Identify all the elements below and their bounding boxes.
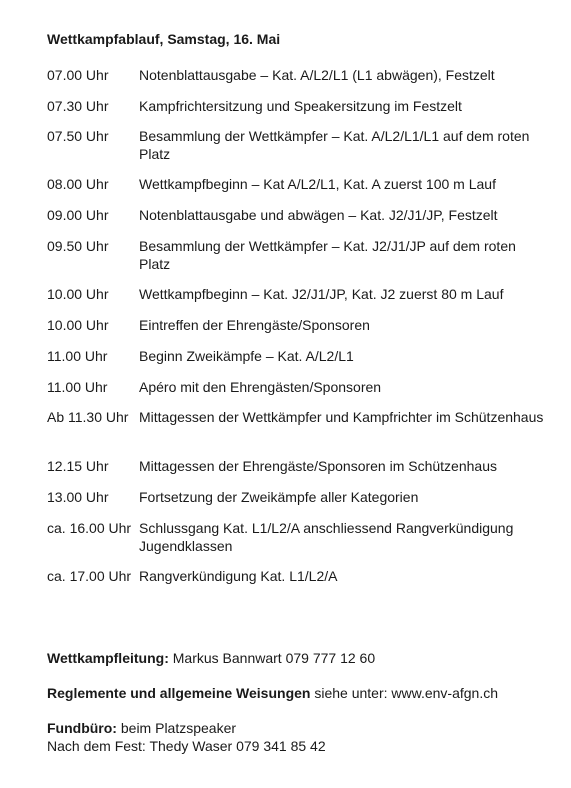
schedule-time: 11.00 Uhr <box>47 348 108 364</box>
nach-fest-line: Nach dem Fest: Thedy Waser 079 341 85 42 <box>47 738 326 754</box>
schedule-row <box>47 316 547 334</box>
schedule-description: Kampfrichtersitzung und Speakersitzung im Festzelt <box>139 98 462 114</box>
schedule-time: 07.50 Uhr <box>47 128 109 144</box>
schedule-time: 09.50 Uhr <box>47 238 109 254</box>
schedule-row <box>47 97 547 115</box>
document-page <box>47 30 547 754</box>
schedule-row <box>47 519 547 555</box>
fundbuero-block <box>47 719 547 755</box>
fundbuero-line <box>47 719 547 737</box>
schedule-description: Mittagessen der Ehrengäste/Sponsoren im Schützenhaus <box>139 458 497 474</box>
schedule-time: 12.15 Uhr <box>47 458 109 474</box>
schedule-row <box>47 206 547 224</box>
schedule-description: Eintreffen der Ehrengäste/Sponsoren <box>139 317 370 333</box>
schedule-row <box>47 175 547 193</box>
schedule-row <box>47 285 547 303</box>
reglemente-line <box>47 684 547 702</box>
schedule-description: Rangverkündigung Kat. L1/L2/A <box>139 568 338 584</box>
schedule-row <box>47 457 547 475</box>
schedule-row <box>47 66 547 84</box>
schedule-description: Notenblattausgabe – Kat. A/L2/L1 (L1 abwägen), Festzelt <box>139 67 495 83</box>
schedule-description: Notenblattausgabe und abwägen – Kat. J2/J1/JP, Festzelt <box>139 207 498 223</box>
reglemente-label: Reglemente und allgemeine Weisungen <box>47 685 311 701</box>
schedule-row <box>47 347 547 365</box>
schedule-description: Fortsetzung der Zweikämpfe aller Kategorien <box>139 489 419 505</box>
schedule-time: 09.00 Uhr <box>47 207 109 223</box>
schedule-row <box>47 567 547 585</box>
schedule-row <box>47 237 547 273</box>
schedule-description: Besammlung der Wettkämpfer – Kat. J2/J1/JP auf dem roten Platz <box>139 238 516 272</box>
schedule-time: 10.00 Uhr <box>47 286 109 302</box>
leitung-line <box>47 649 547 667</box>
schedule-description: Beginn Zweikämpfe – Kat. A/L2/L1 <box>139 348 354 364</box>
schedule-description: Wettkampfbeginn – Kat A/L2/L1, Kat. A zuerst 100 m Lauf <box>139 176 496 192</box>
page-title: Wettkampfablauf, Samstag, 16. Mai <box>47 31 281 47</box>
schedule-time: 11.00 Uhr <box>47 379 108 395</box>
schedule-time: ca. 17.00 Uhr <box>47 568 132 584</box>
schedule-time: ca. 16.00 Uhr <box>47 520 132 536</box>
leitung-value: Markus Bannwart 079 777 12 60 <box>168 650 376 666</box>
schedule-row <box>47 488 547 506</box>
schedule-time: 07.00 Uhr <box>47 67 109 83</box>
reglemente-value: siehe unter: www.env-afgn.ch <box>310 685 499 701</box>
schedule-description: Apéro mit den Ehrengästen/Sponsoren <box>139 379 382 395</box>
leitung-label: Wettkampfleitung: <box>47 650 169 666</box>
fundbuero-label: Fundbüro: <box>47 720 117 736</box>
schedule-row <box>47 408 547 426</box>
fundbuero-value: beim Platzspeaker <box>116 720 237 736</box>
schedule-row <box>47 127 547 163</box>
schedule-description: Mittagessen der Wettkämpfer und Kampfrichter im Schützenhaus <box>139 409 544 425</box>
schedule-description: Wettkampfbeginn – Kat. J2/J1/JP, Kat. J2 zuerst 80 m Lauf <box>139 286 504 302</box>
schedule-description: Schlussgang Kat. L1/L2/A anschliessend Rangverkündigung Jugendklassen <box>139 520 514 554</box>
schedule-time: 13.00 Uhr <box>47 489 109 505</box>
schedule-time: 10.00 Uhr <box>47 317 109 333</box>
schedule-time: Ab 11.30 Uhr <box>47 409 129 425</box>
schedule-time: 08.00 Uhr <box>47 176 109 192</box>
schedule-description: Besammlung der Wettkämpfer – Kat. A/L2/L1/L1 auf dem roten Platz <box>139 128 530 162</box>
schedule-row <box>47 378 547 396</box>
schedule-time: 07.30 Uhr <box>47 98 109 114</box>
